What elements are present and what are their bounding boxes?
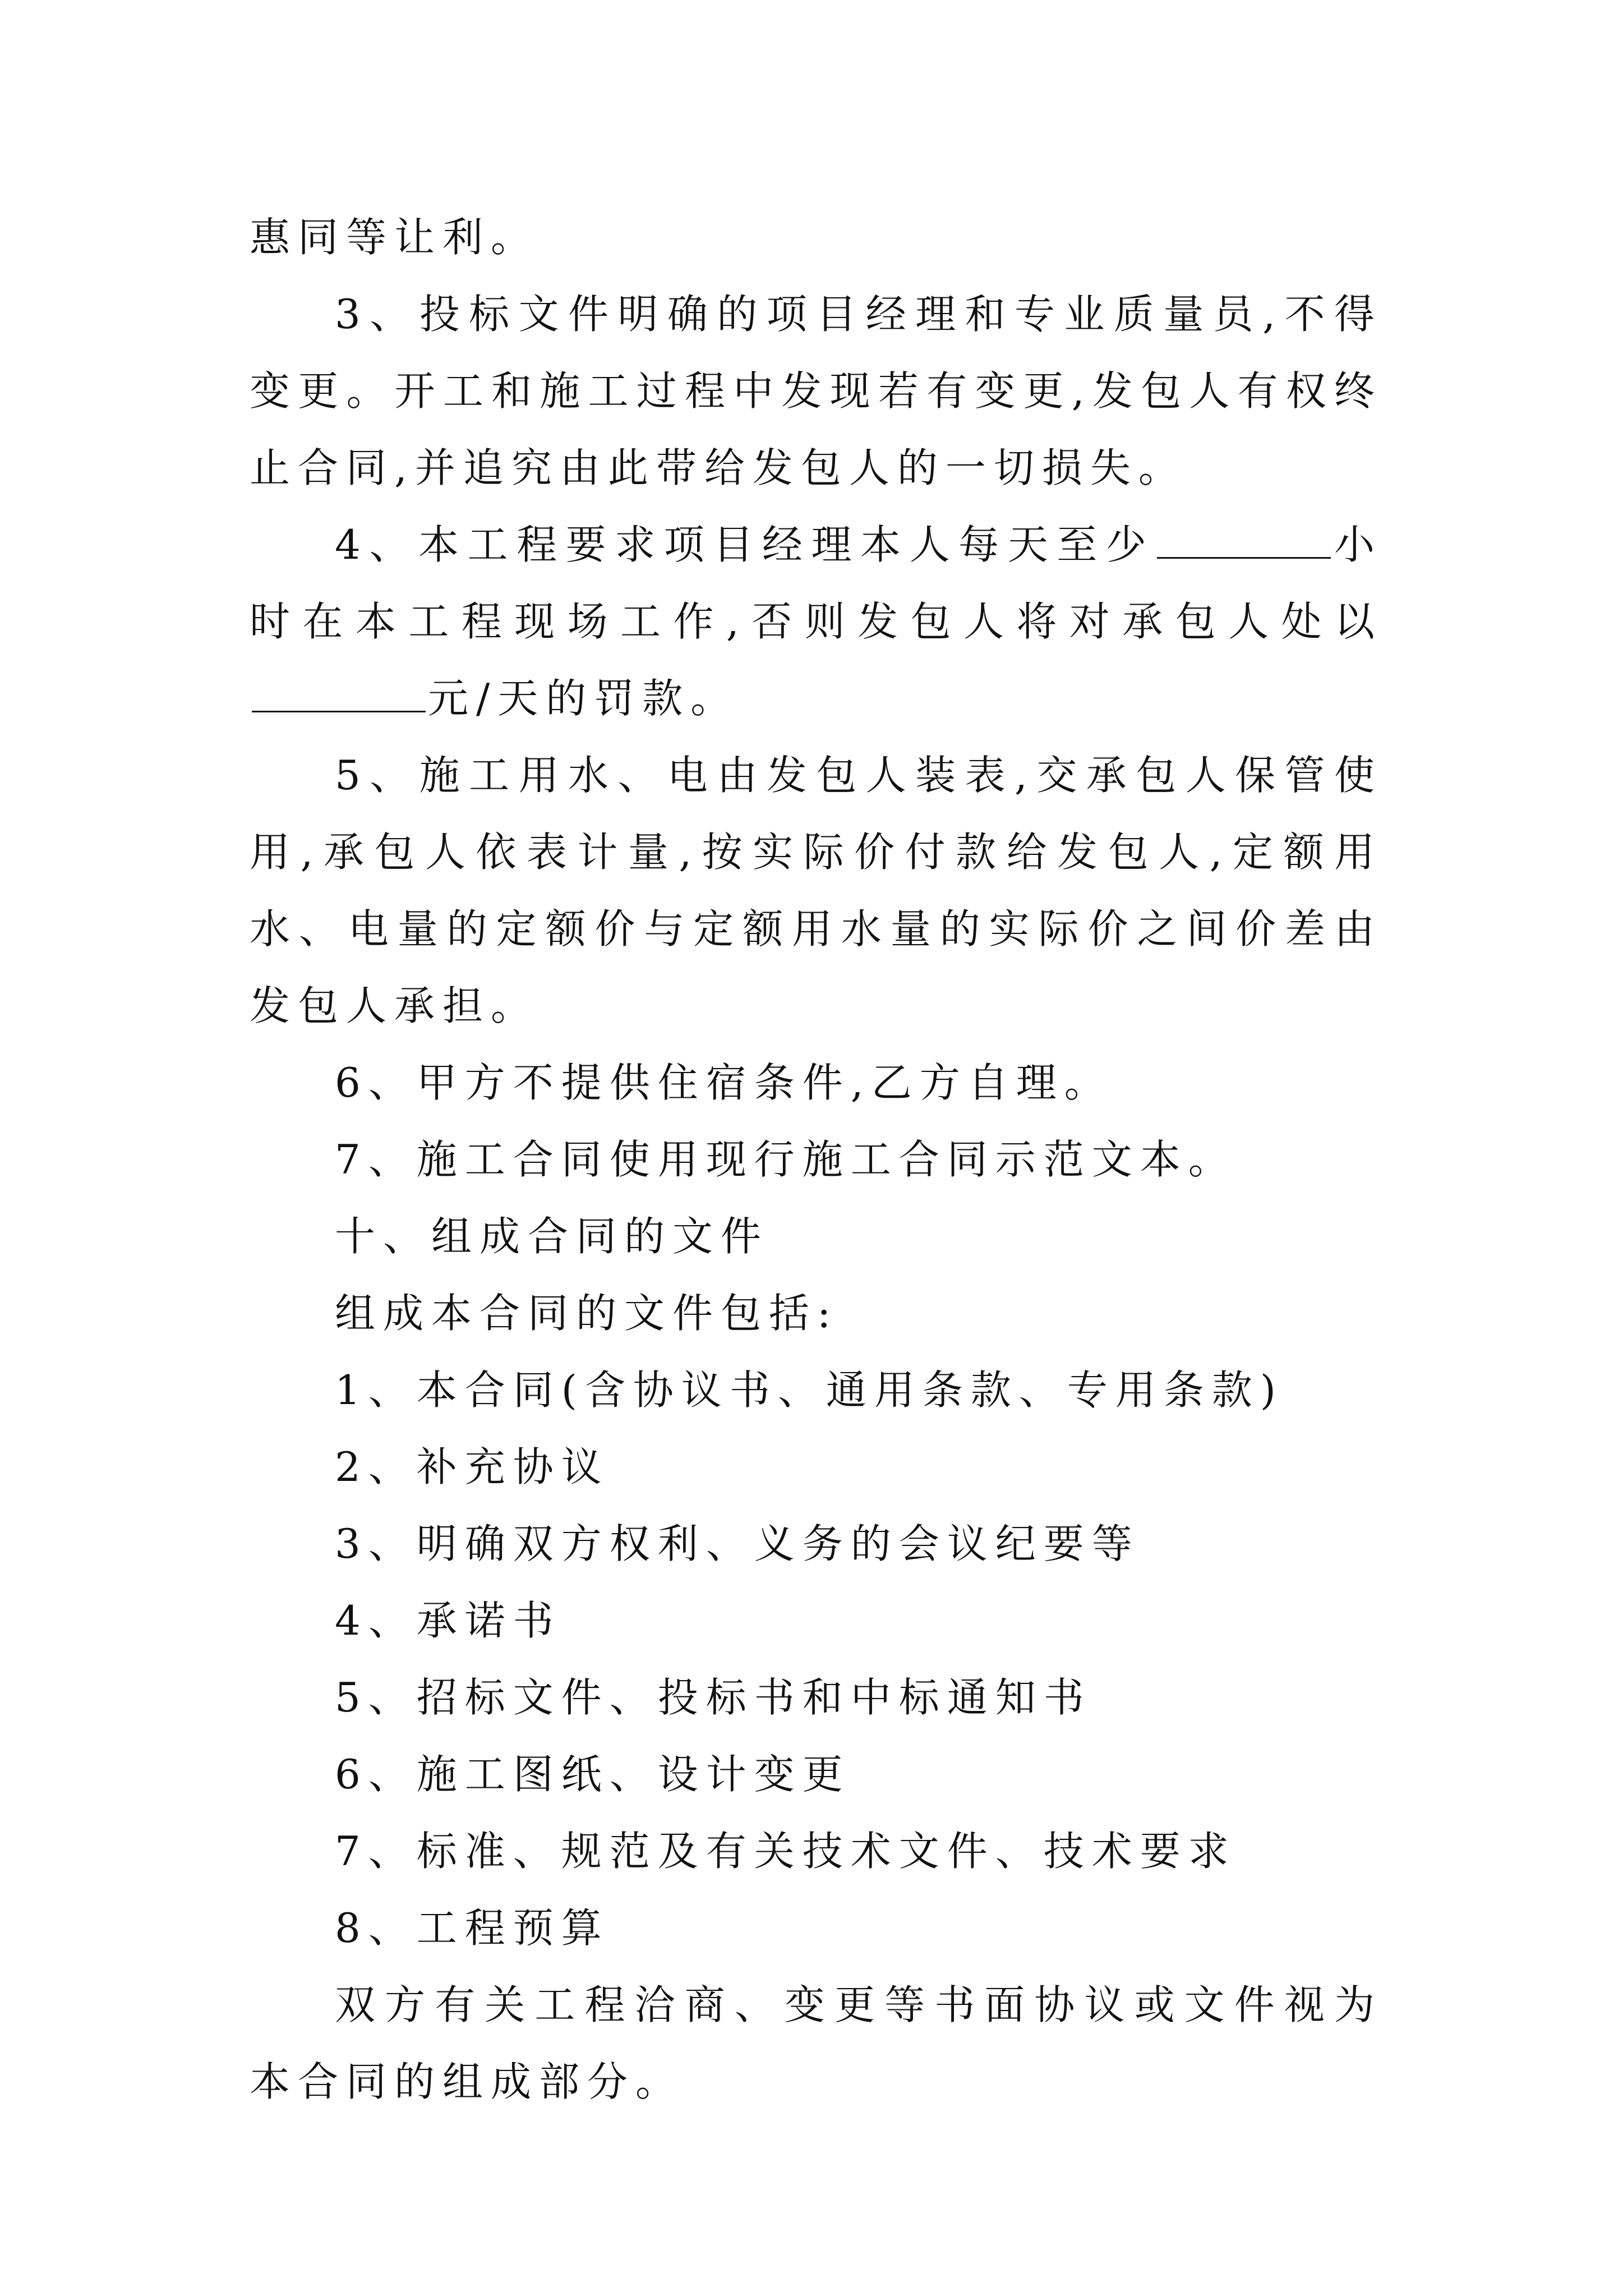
paragraph-item-4 [250,507,1382,737]
list-item-4: 4、承诺书 [335,1597,561,1644]
list-item-3: 3、明确双方权利、义务的会议纪要等 [335,1520,1140,1567]
paragraph-closing: 双方有关工程洽商、变更等书面协议或文件视为本合同的组成部分。 [250,1981,1382,2105]
paragraph-item-4-part-2: 小时在本工程现场工作,否则发包人将对承包人处以 [250,521,1382,645]
list-item-6: 6、施工图纸、设计变更 [335,1751,851,1798]
paragraph-item-5: 5、施工用水、电由发包人装表,交承包人保管使用,承包人依表计量,按实际价付款给发包人,定额用水、电量的定额价与定额用水量的实际价之间价差由发包人承担。 [250,752,1382,1029]
list-item-1: 1、本合同(含协议书、通用条款、专用条款) [335,1366,1284,1414]
hours-blank [1157,523,1331,559]
list-item-8: 8、工程预算 [335,1904,610,1952]
paragraph-continuation: 惠同等让利。 [250,214,540,261]
paragraph-item-6: 6、甲方不提供住宿条件,乙方自理。 [335,1059,1113,1106]
paragraph-item-7: 7、施工合同使用现行施工合同示范文本。 [335,1136,1237,1183]
list-item-7: 7、标准、规范及有关技术文件、技术要求 [335,1828,1237,1875]
paragraph-item-3: 3、投标文件明确的项目经理和专业质量员,不得变更。开工和施工过程中发现若有变更,发包人有权终止合同,并追究由此带给发包人的一切损失。 [250,291,1382,491]
document-page [250,199,1382,2120]
fine-blank [252,677,426,712]
paragraph-item-4-part-1: 4、本工程要求项目经理本人每天至少 [335,521,1155,568]
paragraph-item-4-part-3: 元/天的罚款。 [428,675,739,722]
section-heading-10: 十、组成合同的文件 [335,1213,769,1260]
list-item-5: 5、招标文件、投标书和中标通知书 [335,1674,1092,1721]
list-item-2: 2、补充协议 [335,1443,610,1490]
paragraph-intro: 组成本合同的文件包括: [335,1290,839,1337]
